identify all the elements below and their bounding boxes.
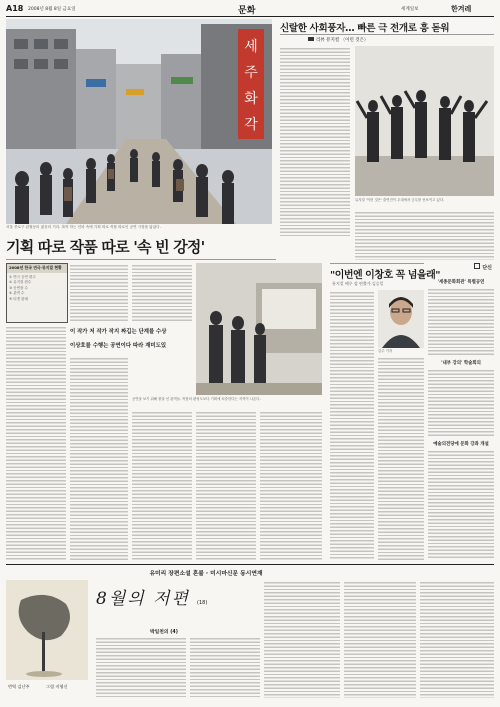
briefs-tag [428, 263, 494, 271]
stats-item: ④ 관객 수 [9, 291, 25, 295]
illustrator-credit: 그림 지영신 [46, 684, 68, 689]
sign-char-3: 화 [244, 91, 258, 107]
section-title: 문화 [238, 6, 256, 16]
main-body-col-3 [132, 263, 192, 323]
main-body-col-7 [260, 410, 322, 560]
brief-body-2 [428, 368, 494, 436]
interview-portrait [378, 290, 424, 348]
musical-photo-caption: 뮤지컬 '이런 것은' 출연진이 무대에서 군무를 선보이고 있다. [355, 198, 445, 202]
serial-title: 8월의 저편 [96, 589, 190, 609]
stats-box-list [7, 273, 67, 305]
translator-credit: 번역 김난주 [8, 684, 30, 689]
musical-stage-photo [355, 46, 494, 196]
serial-illustration [6, 580, 88, 680]
main-body-col-1 [6, 325, 66, 560]
review-byline: 리뷰 뮤지컬 〈이런 것은〉 [316, 38, 369, 43]
right-top-headline: 신랄한 사회풍자… 빠른 극 전개로 흥 돋워 [280, 23, 450, 34]
interview-subheadline: 뮤지컬 배우 겸 연출가 김승일 [332, 281, 384, 286]
interview-body-col-1 [330, 290, 374, 560]
serial-episode: (18) [197, 600, 208, 606]
main-subheadline-2: 이상호를 수행는 공연이다 따라 재미도있 [70, 343, 167, 349]
page-header [6, 3, 494, 15]
serial-title-block [96, 584, 246, 624]
stats-item: ① 연극 공연 편수 [9, 274, 36, 279]
brief-title-2: '내부 강의' 학술회의 [441, 361, 481, 366]
serial-body-col-5 [420, 580, 494, 698]
queue-photo [196, 263, 322, 395]
serial-body-col-3 [264, 580, 340, 698]
interview-body-col-2 [378, 356, 424, 560]
stage-illustration [355, 46, 494, 196]
bottom-section-rule [6, 564, 494, 565]
header-right-text: 세계일보 [401, 7, 419, 12]
header-rule [6, 16, 494, 17]
briefs-tag-label: 단신 [482, 265, 492, 271]
main-body-col-5 [132, 410, 192, 560]
brief-body-3 [428, 449, 494, 559]
queue-photo-caption: 공연을 보기 위해 줄을 선 관객들. 작품의 완성도보다 기획에 치중한다는 지적이 나온다. [132, 397, 261, 401]
stats-item: ⑤ 티켓 판매 [9, 296, 28, 301]
queue-illustration [196, 263, 322, 395]
issue-date: 2008년 8월 8일 금요일 [28, 7, 76, 12]
stats-item: ③ 공연장 수 [9, 285, 28, 290]
street-scene-illustration [6, 19, 272, 224]
stats-item: ② 뮤지컬 편수 [9, 280, 32, 284]
briefs-sidebar [428, 263, 494, 560]
serial-body-col-2 [190, 636, 260, 698]
interview-top-rule [330, 263, 424, 264]
main-subheadline-1: 이 작가 저 작가 작지 짜깁는 단계를 수상 [70, 329, 167, 335]
serial-art [6, 580, 88, 680]
right-top-body-col-2 [355, 210, 494, 260]
stats-box [6, 263, 68, 323]
serial-banner-text: 유미리 장편소설 혼불 · 미시마신문 동시연재 [149, 571, 263, 577]
sign-char-4: 각 [244, 117, 258, 133]
brief-icon [474, 263, 480, 269]
sign-char-2: 주 [244, 65, 258, 81]
portrait-illustration [378, 290, 424, 348]
street-crowd-photo [6, 19, 272, 224]
newspaper-name: 한겨레 [451, 5, 472, 13]
right-top-rule [280, 34, 494, 35]
brief-body-1 [428, 287, 494, 355]
right-top-body-col-1 [280, 46, 350, 236]
main-body-col-2 [70, 263, 128, 323]
main-body-col-6 [196, 410, 256, 560]
main-body-col-4 [70, 356, 128, 560]
serial-body-col-4 [344, 580, 416, 698]
interview-headline: "이번엔 이창호 꼭 넘을래" [330, 270, 440, 281]
interview-byline: 김주 기자 [378, 349, 393, 353]
brief-title-1: '세종문화회관' 특별공연 [437, 280, 485, 285]
top-photo-caption: 서울 종로구 관철동의 젊음의 거리. 복작 하는 인파 속에 기획 따로 작품 따로인 공연 시장을 닮았다. [6, 225, 161, 229]
stats-box-title: 2008년 한국 연극·뮤지컬 현황 [7, 264, 67, 273]
main-headline: 기획 따로 작품 따로 '속 빈 강정' [6, 238, 205, 256]
right-top-byline [308, 37, 368, 43]
serial-body-col-1 [96, 636, 186, 698]
main-headline-rule [6, 259, 276, 260]
serial-chapter: 박일천의 (4) [150, 630, 178, 635]
page-number: A18 [6, 4, 24, 13]
brief-title-3: 예술의전당에 문화 강좌 개설 [433, 442, 489, 447]
review-tag [308, 37, 314, 41]
sign-char-1: 세 [244, 39, 258, 55]
